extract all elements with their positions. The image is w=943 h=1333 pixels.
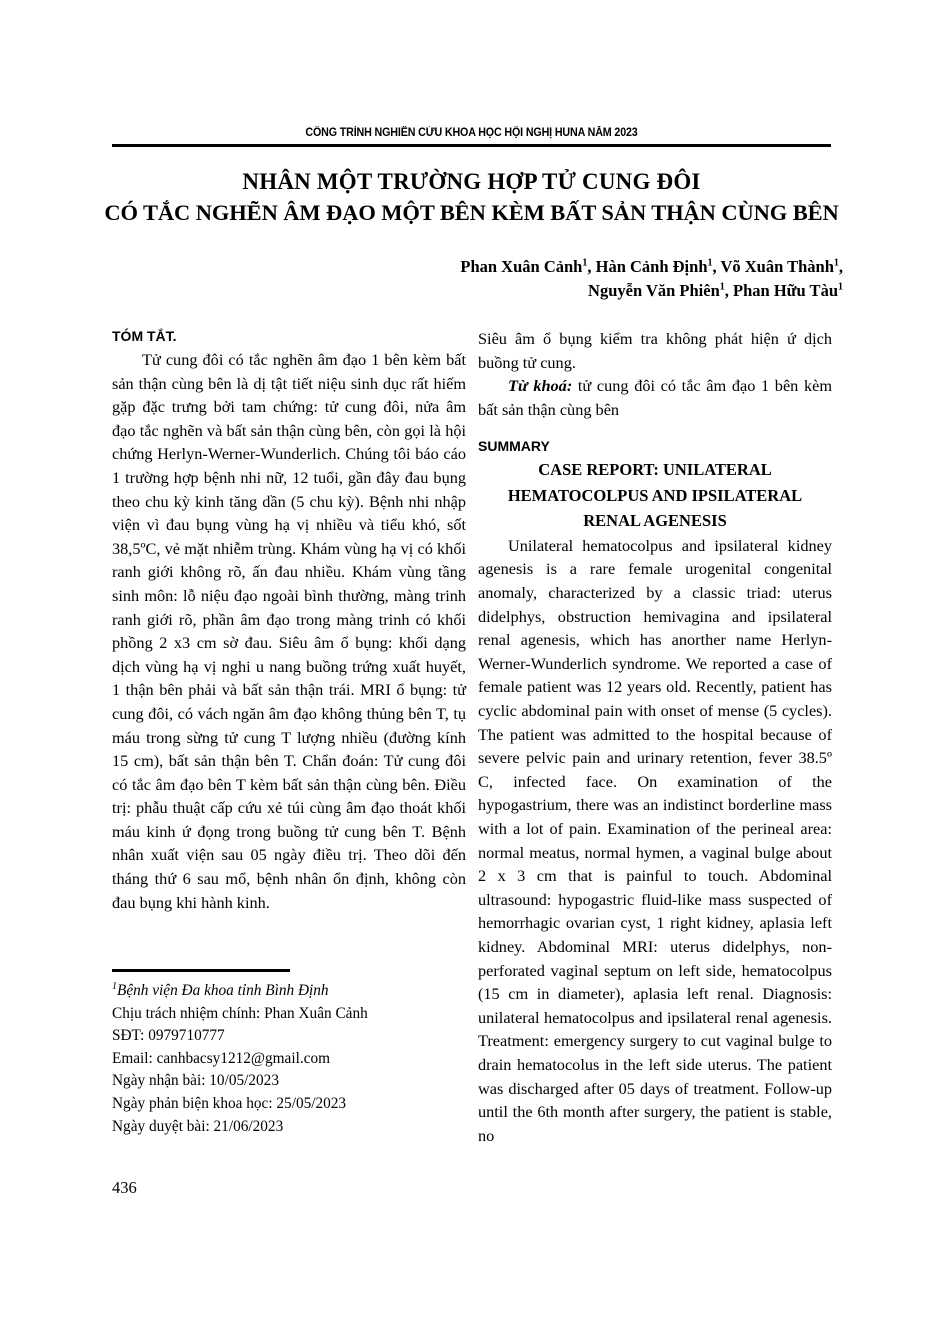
author-name-1: Phan Xuân Cảnh [460, 257, 583, 276]
header-rule-divider [112, 144, 831, 147]
abstract-vietnamese-continued: Siêu âm ổ bụng kiểm tra không phát hiện ứ dịch buồng tử cung. [478, 329, 832, 372]
footnote-affiliation [112, 980, 466, 1003]
author-line-2: Nguyễn Văn Phiên$^1$, Phan Hữu Tàu$^1$ [588, 281, 843, 300]
running-head-container [112, 126, 831, 140]
english-title [478, 458, 832, 533]
page-number: 436 [112, 1178, 137, 1197]
footnote-rule-divider [112, 969, 290, 972]
keywords-value: tử cung đôi có tắc âm đạo 1 bên kèm bất sản thận cùng bên [478, 376, 832, 419]
author-line-1: Phan Xuân Cảnh$^1$, Hàn Cảnh Định$^1$, Võ Xuân Thành$^1$, [460, 257, 843, 276]
summary-english-body: Unilateral hematocolpus and ipsilateral kidney agenesis is a rare female urogenital congenital anomaly, characterized by a classic triad: uterus didelphys, obstruction hemivagina and ipsilateral renal agenesis, which has anorther name Herlyn-Werner-Wunderlich syndrome. We reported a case of female patient was 12 years old. Recently, patient has cyclic abdominal pain with onset of mense (5 cycles). The patient was admitted to the hospital because of severe pelvic pain and urinary retention, fever 38.5º C, infected face. On examination of the hypogastrium, there was an indistinct borderline mass with a lot of pain. Examination of the perineal area: normal meatus, normal hymen, a vaginal bulge about 2 x 3 cm that is painful to touch. Abdominal ultrasound: hypogastric fluid-like mass suspected of hemorrhagic ovarian cyst, 1 right kidney, aplasia left kidney. Abdominal MRI: uterus didelphys, non-perforated vaginal septum on left side, hematocolpus (15 cm in diameter), aplasia left renal. Diagnosis: unilateral hematocolpus and ipsilateral renal agenesis. Treatment: emergency surgery to cut vaginal bulge to drain hematocolus in the left side uterus. The patient was discharged after 05 days of treatment. Follow-up until the 6th month after surgery, the patient is stable, no [478, 535, 832, 1145]
author-name-5: Phan Hữu Tàu [733, 281, 838, 300]
abstract-vietnamese-body: Tử cung đôi có tắc nghẽn âm đạo 1 bên kèm bất sản thận cùng bên là dị tật tiết niệu sinh dục rất hiếm gặp đặc trưng bởi tam chứng: tử cung đôi, nửa âm đạo tắc nghẽn và bất sản thận cùng bên, còn gọi là hội chứng Herlyn-Werner-Wunderlich. Chúng tôi báo cáo 1 trường hợp bệnh nhi nữ, 12 tuổi, gần đây đau bụng theo chu kỳ kinh tăng dần (5 chu kỳ). Bệnh nhi nhập viện vì đau bụng vùng hạ vị nhiều và tiểu khó, sốt 38,5ºC, vẻ mặt nhiễm trùng. Khám vùng hạ vị có khối ranh giới không rõ, ấn đau nhiều. Khám vùng tầng sinh môn: lỗ niệu đạo ngoài bình thường, màng trinh ranh giới rõ, phần âm đạo trong màng trinh có khối phồng 2 x3 cm sờ đau. Siêu âm ổ bụng: khối dạng dịch vùng hạ vị nghi u nang buồng trứng xuất huyết, 1 thận bên phải và bất sản thận trái. MRI ổ bụng: tử cung đôi, có vách ngăn âm đạo không thủng bên T, tụ máu trong sừng tử cung T lượng nhiều (đường kính 15 cm), bất sản thận bên T. Chẩn đoán: Tử cung đôi có tắc âm đạo bên T kèm bất sản thận cùng bên. Điều trị: phẫu thuật cấp cứu xẻ túi cùng âm đạo thoát khối máu kinh ứ đọng trong buồng tử cung bên T. Bệnh nhân xuất viện sau 05 ngày điều trị. Theo dõi đến tháng thứ 6 sau mổ, bệnh nhân ổn định, không còn đau bụng khi hành kinh. [112, 350, 466, 912]
footnote-review-date: Ngày phản biện khoa học: 25/05/2023 [112, 1094, 347, 1112]
author-affiliation-marker: 1 [707, 257, 713, 269]
heading-summary: SUMMARY [478, 438, 550, 455]
footnote-responsible-author: Chịu trách nhiệm chính: Phan Xuân Cảnh [112, 1004, 368, 1022]
author-affiliation-marker: 1 [833, 257, 839, 269]
heading-tom-tat: TÓM TẮT. [112, 328, 177, 344]
keywords-label: Từ khoá: [508, 376, 573, 396]
author-list [300, 255, 843, 303]
english-title-line-1: CASE REPORT: UNILATERAL [538, 460, 772, 480]
author-name-4: Nguyễn Văn Phiên [588, 281, 720, 300]
article-title-line-2: CÓ TẮC NGHẼN ÂM ĐẠO MỘT BÊN KÈM BẤT SẢN THẬN CÙNG BÊN [104, 200, 839, 225]
author-affiliation-marker: 1 [719, 281, 725, 293]
footnote-block [112, 980, 466, 1138]
author-name-3: Võ Xuân Thành [720, 257, 834, 276]
footnote-affiliation-text: Bệnh viện Đa khoa tỉnh Bình Định [117, 982, 329, 999]
author-name-2: Hàn Cảnh Định [595, 257, 708, 276]
article-title [100, 166, 843, 228]
article-title-line-1: NHÂN MỘT TRƯỜNG HỢP TỬ CUNG ĐÔI [242, 169, 701, 194]
column-left [112, 327, 466, 914]
footnote-received-date: Ngày nhận bài: 10/05/2023 [112, 1072, 279, 1090]
footnote-email: Email: canhbacsy1212@gmail.com [112, 1049, 330, 1067]
running-head: CÔNG TRÌNH NGHIÊN CỨU KHOA HỌC HỘI NGHỊ HUNA NĂM 2023 [305, 127, 638, 139]
footnote-marker: 1 [112, 980, 117, 992]
footnote-accepted-date: Ngày duyệt bài: 21/06/2023 [112, 1117, 284, 1135]
column-right [478, 327, 832, 1147]
english-title-line-2: HEMATOCOLPUS AND IPSILATERAL [507, 485, 803, 505]
english-title-line-3: RENAL AGENESIS [583, 511, 727, 531]
keywords-paragraph [478, 374, 832, 421]
author-affiliation-marker: 1 [582, 257, 588, 269]
author-affiliation-marker: 1 [838, 281, 843, 293]
footnote-phone: SĐT: 0979710777 [112, 1027, 225, 1045]
